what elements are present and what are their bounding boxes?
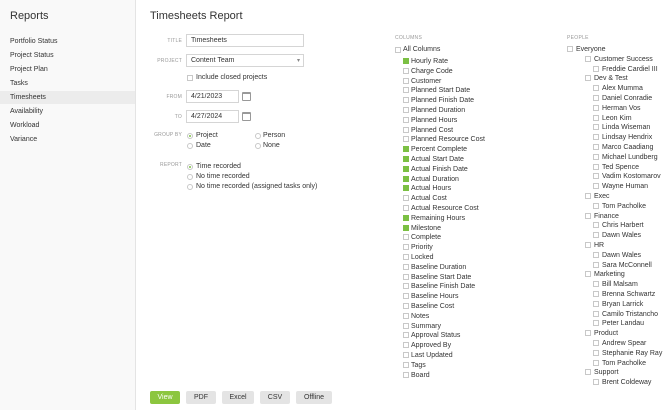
column-label: Actual Start Date [411,156,464,163]
column-label: Remaining Hours [411,214,466,222]
column-checkbox[interactable] [403,195,409,201]
sidebar-item-project-plan[interactable]: Project Plan [10,66,48,73]
person-checkbox[interactable] [585,213,591,219]
person-checkbox[interactable] [593,320,599,326]
column-label: Baseline Finish Date [411,283,476,291]
person-checkbox[interactable] [585,56,591,62]
column-checkbox[interactable] [403,87,409,93]
column-checkbox[interactable] [403,78,409,84]
person-checkbox[interactable] [593,222,599,228]
person-checkbox[interactable] [593,232,599,238]
report-option-label: Time recorded [196,163,241,170]
project-label: PROJECT [157,58,182,64]
sidebar-item-project-status[interactable]: Project Status [10,52,54,59]
sidebar-item-tasks[interactable]: Tasks [10,80,28,87]
project-select[interactable] [186,54,304,67]
column-checkbox[interactable] [403,313,409,319]
column-label: Milestone [411,224,441,232]
report-label: REPORT [160,162,182,168]
calendar-icon[interactable] [242,92,251,101]
column-label: Baseline Start Date [411,273,472,281]
person-checkbox[interactable] [567,46,573,52]
person-label: Camilo Tristancho [602,310,659,318]
include-closed-checkbox[interactable] [187,75,193,81]
report-option-label: No time recorded (assigned tasks only) [196,183,318,190]
column-label: Planned Hours [411,116,458,124]
person-checkbox[interactable] [593,95,599,101]
person-checkbox[interactable] [593,291,599,297]
person-checkbox[interactable] [593,281,599,287]
column-label: Charge Code [411,67,453,75]
column-label: Customer [411,77,442,85]
person-label: Michael Lundberg [602,153,658,161]
include-closed-label: Include closed projects [196,74,268,81]
column-checkbox[interactable] [403,117,409,123]
column-checkbox[interactable] [403,254,409,260]
column-label: Actual Resource Cost [411,205,479,212]
column-label: Actual Finish Date [411,165,468,173]
report-no-time-radio[interactable] [187,174,193,180]
group-label: Marketing [594,271,625,279]
person-checkbox[interactable] [593,379,599,385]
column-label: Priority [411,244,433,252]
from-date-input[interactable] [186,90,239,103]
column-checkbox[interactable] [403,97,409,103]
person-label: Tom Pacholke [602,359,646,367]
column-checkbox[interactable] [403,58,409,64]
sidebar [0,0,136,410]
person-label: Freddie Cardiel III [602,65,658,73]
person-checkbox[interactable] [593,183,599,189]
column-checkbox[interactable] [403,185,409,191]
column-checkbox[interactable] [403,283,409,289]
chevron-down-icon: ▾ [296,58,300,64]
from-label: FROM [166,94,182,100]
column-label: Baseline Hours [411,293,459,301]
person-label: Lindsay Hendrix [602,134,653,142]
column-label: Planned Start Date [411,87,471,95]
column-checkbox[interactable] [403,332,409,338]
group-by-project-radio[interactable] [187,133,193,139]
column-label: Approved By [411,342,452,350]
column-label: Actual Hours [411,185,452,193]
all-columns-label: All Columns [403,46,441,53]
column-label: Approval Status [411,332,461,340]
person-checkbox[interactable] [585,75,591,81]
people-heading: PEOPLE [567,35,589,41]
person-checkbox[interactable] [593,85,599,91]
person-label: Dawn Wales [602,251,642,259]
sidebar-title: Reports [10,10,49,22]
sidebar-item-availability[interactable]: Availability [10,108,43,115]
person-checkbox[interactable] [593,203,599,209]
person-label: Leon Kim [602,114,632,122]
column-label: Summary [411,322,441,330]
column-checkbox[interactable] [403,225,409,231]
person-checkbox[interactable] [593,311,599,317]
column-checkbox[interactable] [403,127,409,133]
column-label: Actual Cost [411,195,447,203]
column-checkbox[interactable] [403,156,409,162]
sidebar-item-workload[interactable]: Workload [10,122,40,129]
group-label: Support [594,369,619,377]
group-label: Finance [594,212,619,220]
column-checkbox[interactable] [403,244,409,250]
column-label: Planned Finish Date [411,97,475,105]
person-checkbox[interactable] [593,154,599,160]
person-checkbox[interactable] [593,173,599,179]
group-by-none-label: None [263,142,280,149]
column-checkbox[interactable] [403,68,409,74]
person-checkbox[interactable] [585,193,591,199]
column-checkbox[interactable] [403,323,409,329]
sidebar-item-timesheets[interactable]: Timesheets [0,91,135,104]
group-by-date-label: Date [196,142,211,149]
person-label: Ted Spence [602,163,639,171]
person-label: Brenna Schwartz [602,291,656,298]
person-checkbox[interactable] [593,350,599,356]
person-label: Bill Malsam [602,281,638,289]
column-checkbox[interactable] [403,205,409,211]
column-checkbox[interactable] [403,352,409,358]
person-checkbox[interactable] [593,134,599,140]
person-checkbox[interactable] [593,144,599,150]
column-checkbox[interactable] [403,372,409,378]
group-label: Dev & Test [594,75,628,83]
columns-heading: COLUMNS [395,35,423,41]
column-label: Planned Cost [411,126,454,134]
person-checkbox[interactable] [593,262,599,268]
report-time-recorded-radio[interactable] [187,164,193,170]
to-date-input[interactable] [186,110,239,123]
column-label: Baseline Duration [411,263,467,271]
column-checkbox[interactable] [403,136,409,142]
excel-button[interactable]: Excel [222,391,254,404]
person-checkbox[interactable] [593,105,599,111]
column-checkbox[interactable] [403,107,409,113]
person-checkbox[interactable] [585,369,591,375]
column-checkbox[interactable] [403,303,409,309]
column-checkbox[interactable] [403,274,409,280]
person-checkbox[interactable] [585,271,591,277]
page-title: Timesheets Report [150,10,243,22]
person-label: Andrew Spear [602,340,647,347]
group-by-person-radio[interactable] [255,133,261,139]
person-label: Dawn Wales [602,232,642,240]
report-option-label: No time recorded [196,173,250,180]
person-label: Brent Coldeway [602,379,652,387]
column-label: Planned Resource Cost [411,136,485,144]
column-checkbox[interactable] [403,215,409,221]
csv-button[interactable]: CSV [260,391,290,404]
group-label: HR [594,242,605,249]
column-label: Board [411,371,430,379]
column-checkbox[interactable] [403,362,409,368]
to-label: TO [174,114,182,120]
person-checkbox[interactable] [593,340,599,346]
column-label: Planned Duration [411,107,466,114]
pdf-button[interactable]: PDF [186,391,216,404]
view-button[interactable]: View [150,391,180,404]
column-checkbox[interactable] [403,176,409,182]
column-label: Complete [411,234,441,242]
group-by-date-radio[interactable] [187,143,193,149]
column-label: Baseline Cost [411,303,455,310]
column-label: Tags [411,361,426,369]
person-label: Alex Mumma [602,85,643,93]
person-checkbox[interactable] [593,66,599,72]
group-label: Customer Success [594,55,653,63]
title-input[interactable] [186,34,304,47]
group-label: Exec [594,193,610,200]
project-select-value: Content Team [191,57,235,64]
column-checkbox[interactable] [403,264,409,270]
person-label: Wayne Human [602,183,649,191]
all-columns-checkbox[interactable] [395,47,401,53]
person-checkbox[interactable] [593,124,599,130]
person-label: Bryan Larrick [602,300,644,308]
group-by-none-radio[interactable] [255,143,261,149]
column-checkbox[interactable] [403,146,409,152]
calendar-icon[interactable] [242,112,251,121]
column-label: Locked [411,254,434,261]
column-label: Hourly Rate [411,58,448,65]
person-checkbox[interactable] [593,115,599,121]
person-checkbox[interactable] [593,301,599,307]
group-by-person-label: Person [263,132,286,139]
column-checkbox[interactable] [403,342,409,348]
person-checkbox[interactable] [593,360,599,366]
person-label: Vadim Kostomarov [602,173,661,181]
column-checkbox[interactable] [403,293,409,299]
offline-button[interactable]: Offline [296,391,332,404]
column-label: Actual Duration [411,175,459,183]
column-label: Notes [411,312,430,320]
column-label: Last Updated [411,352,453,359]
column-checkbox[interactable] [403,234,409,240]
person-label: Stephanie Ray Ray [602,349,663,357]
person-label: Chris Harbert [602,222,644,230]
sidebar-item-variance[interactable]: Variance [10,136,38,143]
person-label: Daniel Conradie [602,95,653,102]
person-checkbox[interactable] [585,330,591,336]
person-label: Sara McConnell [602,261,652,269]
group-label: Everyone [576,46,606,53]
column-checkbox[interactable] [403,166,409,172]
person-checkbox[interactable] [585,242,591,248]
person-checkbox[interactable] [593,164,599,170]
title-label: TITLE [167,38,182,44]
group-by-project-label: Project [196,132,218,139]
group-label: Product [594,330,619,338]
group-by-label: GROUP BY [154,132,182,138]
sidebar-item-portfolio-status[interactable]: Portfolio Status [10,38,58,45]
person-label: Marco Caadiang [602,144,654,151]
report-no-time-assigned-radio[interactable] [187,184,193,190]
person-label: Tom Pacholke [602,202,646,210]
person-label: Peter Landau [602,320,645,328]
person-label: Linda Wiseman [602,124,651,132]
column-label: Percent Complete [411,146,468,154]
person-checkbox[interactable] [593,252,599,258]
person-label: Herman Vos [602,104,641,112]
